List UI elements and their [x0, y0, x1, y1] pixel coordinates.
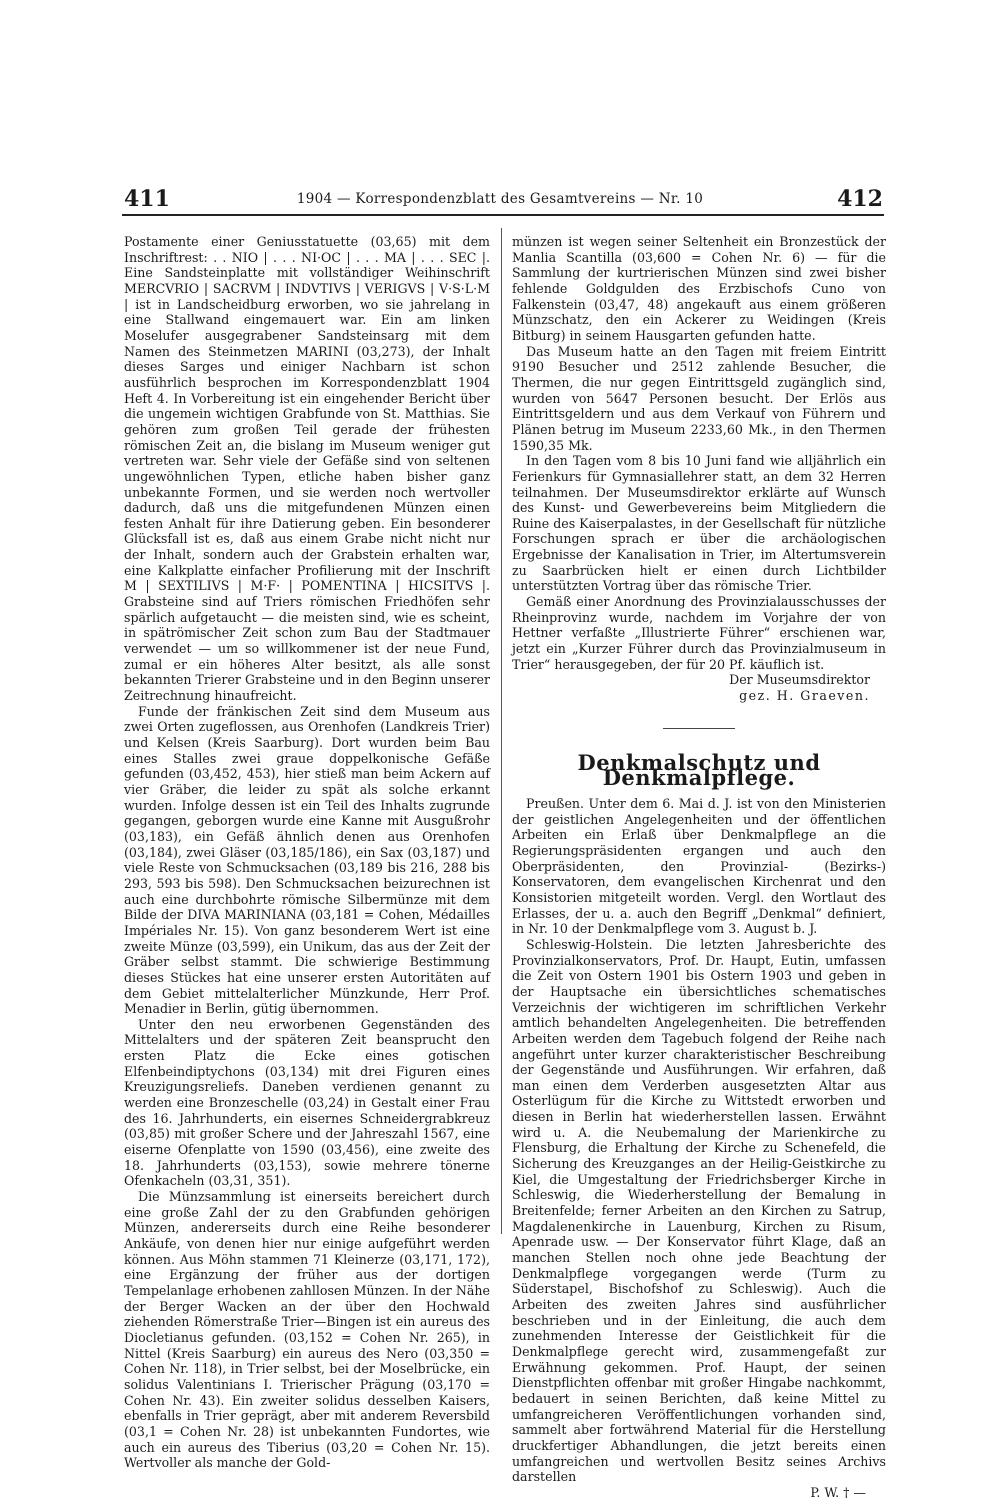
left-column: [124, 234, 490, 1471]
section-separator: [663, 728, 735, 729]
paragraph: In den Tagen vom 8 bis 10 Juni fand wie alljährlich ein Ferienkurs für Gymnasiallehrer statt, an dem 32 Herren teilnahmen. Der Museumsdirektor erklärte auf Wunsch des Kunst- und Gewerbevereins beim Mitgliedern die Ruine des Kaiserpalastes, in der Gesellschaft für nützliche Forschungen sprach er über die archäologischen Ergebnisse der Kanalisation in Trier, im Altertumsverein zu Saarbrücken hielt er einen durch Lichtbilder unterstützten Vortrag über das römische Trier.: [512, 453, 887, 594]
page-number-right: 412: [837, 186, 883, 212]
column-divider: [501, 228, 502, 1234]
signature-title: Der Museumsdirektor: [729, 672, 870, 688]
paragraph: Die Münzsammlung ist einerseits bereichert durch eine große Zahl der zu den Grabfunden gehörigen Münzen, andererseits durch eine Reihe besonderer Ankäufe, von denen hier nur einige aufgeführt werden können. Aus Möhn stammen 71 Kleinerze (03,171, 172), eine Ergänzung der früher aus der dortigen Tempelanlage erhobenen zahllosen Münzen. In der Nähe der Berger Wacken an der über den Hochwald ziehenden Römerstraße Trier—Bingen ist ein aureus des Diocletianus gefunden. (03,152 = Cohen Nr. 265), in Nittel (Kreis Saarburg) ein aureus des Nero (03,350 = Cohen Nr. 118), in Trier selbst, bei der Moselbrücke, ein solidus Valentinians I. Trierischer Prägung (03,170 = Cohen Nr. 43). Ein zweiter solidus desselben Kaisers, ebenfalls in Trier geprägt, aber mit anderem Reversbild (03,1 = Cohen Nr. 28) ist unbekannten Fundortes, wie auch ein aureus des Tiberius (03,20 = Cohen Nr. 15). Wertvoller als manche der Gold-: [124, 1189, 490, 1471]
paragraph: Unter den neu erworbenen Gegenständen des Mittelalters und der späteren Zeit beansprucht den ersten Platz die Ecke eines gotischen Elfenbeindiptychons (03,134) mit drei Figuren eines Kreuzigungsreliefs. Daneben verdienen genannt zu werden eine Bronzeschelle (03,24) in Gestalt einer Frau des 16. Jahrhunderts, ein eisernes Schneidergrabkreuz (03,85) mit großer Schere und der Jahreszahl 1567, eine eiserne Ofenplatte von 1590 (03,456), eine zweite des 18. Jahrhunderts (03,153), sowie mehrere tönerne Ofenkacheln (03,31, 351).: [124, 1016, 490, 1189]
header-rule: [122, 214, 884, 216]
right-column: [512, 234, 886, 1501]
paragraph: Postamente einer Geniusstatuette (03,65) mit dem Inschriftrest: . . NIO | . . . NI·OC | . . . MA | . . . SEC |. Eine Sandsteinplatte mit vollständiger Weihinschrift MERCVRIO | SACRVM | INDVTIVS | VERIGVS | V·S·L·M | ist in Landscheidburg erworben, wo sie jahrelang in eine Stallwand eingemauert war. Ein am linken Moselufer ausgegrabener Sandsteinsarg mit dem Namen des Steinmetzen MARINI (03,273), der Inhalt dieses Sarges und einiger Nachbarn ist schon ausführlich besprochen im Korrespondenzblatt 1904 Heft 4. In Vorbereitung ist ein eingehender Bericht über die ungemein wichtigen Grabfunde von St. Matthias. Sie gehören zum großen Teil gerade der frühesten römischen Zeit an, die bislang im Museum weniger gut vertreten war. Sehr viele der Gefäße sind von seltenen ungewöhnlichen Typen, etliche haben bisher ganz unbekannte Formen, und sie werden noch wertvoller dadurch, daß uns die mitgefundenen Münzen einen festen Anhalt für ihre Datierung geben. Ein besonderer Glücksfall ist es, daß aus einem Grabe nicht nicht nur der Inhalt, sondern auch der Grabstein erhalten war, eine Kalkplatte einfacher Profilierung mit der Inschrift M | SEXTILIVS | M·F· | POMENTINA | HICSITVS |. Grabsteine sind auf Triers römischen Friedhöfen sehr spärlich aufgetaucht — die meisten sind, wie es scheint, in spätrömischer Zeit schon zum Bau der Stadtmauer verwendet — um so willkommener ist der neue Fund, zumal er ein höheres Alter besitzt, als alle sonst bekannten Trierer Grabsteine und in den Beginn unserer Zeitrechnung hinaufreicht.: [124, 234, 490, 704]
paragraph: Gemäß einer Anordnung des Provinzialausschusses der Rheinprovinz wurde, nachdem im Vorjahre der von Hettner verfaßte „Illustrierte Führer“ erschienen war, jetzt ein „Kurzer Führer durch das Provinzialmuseum in Trier“ herausgegeben, der für 20 Pf. käuflich ist.: [512, 594, 886, 672]
section-title: Denkmalschutz und Denkmalpflege.: [577, 749, 821, 791]
signature-name: gez. H. Graeven.: [739, 688, 870, 704]
paragraph: Das Museum hatte an den Tagen mit freiem Eintritt 9190 Besucher und 2512 zahlende Besucher, die Thermen, die nur gegen Eintrittsgeld zugänglich sind, wurden von 5647 Personen besucht. Der Erlös aus Eintrittsgeldern und aus dem Verkauf von Führern und Plänen betrug im Museum 2233,60 Mk., in den Thermen 1590,35 Mk.: [512, 343, 886, 453]
author-signature: P. W. † —: [810, 1484, 866, 1500]
page-number-left: 411: [124, 186, 170, 212]
paragraph: Schleswig-Holstein. Die letzten Jahresberichte des Provinzialkonservators, Prof. Dr. Haupt, Eutin, umfassen die Zeit von Ostern 1901 bis Ostern 1903 und geben in der Hauptsache ein übersichtliches schematisches Verzeichnis der wichtigeren im schriftlichen Verkehr amtlich behandelten Angelegenheiten. Die betreffenden Arbeiten werden dem Tagebuch folgend der Reihe nach angeführt unter kurzer charakteristischer Beschreibung der Gegenstände und Ausführungen. Wir erfahren, daß man einen dem Verderben ausgesetzten Altar aus Osterlügum für die Kirche zu Wittstedt erworben und diesen in Berlin hat wiederherstellen lassen. Erwähnt wird u. A. die Neubemalung der Marienkirche zu Flensburg, die Erhaltung der Kirche zu Schenefeld, die Sicherung des Kreuzganges an der Heilig-Geistkirche zu Kiel, die Umgestaltung der Friedrichsberger Kirche in Schleswig, die Wiederherstellung der Bemalung in Breitenfelde; ferner Arbeiten an den Kirchen zu Satrup, Magdalenenkirche in Lauenburg, Kirchen zu Risum, Apenrade usw. — Der Konservator führt Klage, daß an manchen Stellen noch ohne jede Beachtung der Denkmalpflege vorgegangen werde (Turm zu Süderstapel, Bischofshof zu Schleswig). Auch die Arbeiten des zweiten Jahres sind ausführlicher beschrieben und in der Einleitung, die auch dem zunehmenden Interesse der Geistlichkeit für die Denkmalpflege gerecht wird, zusammengefaßt zur Erwähnung gekommen. Prof. Haupt, der seinen Dienstpflichten offenbar mit großer Hingabe nachkommt, bedauert in seinen Berichten, daß keine Mittel zu umfangreicheren Veröffentlichungen vorhanden sind, sammelt aber fortwährend Material für die Herstellung druckfertiger Abhandlungen, die jetzt bereits einen umfangreichen und wertvollen Besitz seines Archivs darstellen: [512, 936, 886, 1485]
paragraph: münzen ist wegen seiner Seltenheit ein Bronzestück der Manlia Scantilla (03,600 = Cohen Nr. 6) — für die Sammlung der kurtrierischen Münzen sind zwei bisher fehlende Goldgulden des Erzbischofs Cuno von Falkenstein (03,47, 48) angekauft aus einem größeren Münzschatz, den ein Ackerer zu Weidingen (Kreis Bitburg) in seinem Hausgarten gefunden hatte.: [512, 234, 886, 343]
paragraph: Funde der fränkischen Zeit sind dem Museum aus zwei Orten zugeflossen, aus Orenhofen (Landkreis Trier) und Kelsen (Kreis Saarburg). Dort wurden beim Bau eines Stalles zwei graue doppelkonische Gefäße gefunden (03,452, 453), hier stieß man beim Ackern auf vier Gräber, die leider zu spät als solche erkannt wurden. Infolge dessen ist ein Teil des Inhalts zugrunde gegangen, geborgen wurde eine Kanne mit Ausgußrohr (03,183), ein Gefäß ähnlich denen aus Orenhofen (03,184), zwei Gläser (03,185/186), ein Sax (03,187) und viele Reste von Schmucksachen (03,189 bis 216, 288 bis 293, 593 bis 598). Den Schmucksachen beizurechnen ist auch eine durchbohrte römische Silbermünze mit dem Bilde der DIVA MARINIANA (03,181 = Cohen, Médailles Impériales Nr. 15). Von ganz besonderem Wert ist eine zweite Münze (03,599), ein Unikum, das aus der Zeit der Gräber selbst stammt. Die schwierige Bestimmung dieses Stückes hat eine unserer ersten Autoritäten auf dem Gebiet mittelalterlicher Münzkunde, Herr Prof. Menadier in Berlin, gütig übernommen.: [124, 703, 490, 1017]
paragraph: Preußen. Unter dem 6. Mai d. J. ist von den Ministerien der geistlichen Angelegenheiten und der öffentlichen Arbeiten ein Erlaß über Denkmalpflege an die Regierungspräsidenten ergangen und auch den Oberpräsidenten, den Provinzial- (Bezirks-) Konservatoren, dem evangelischen Kirchenrat und den Konsistorien mitgeteilt worden. Vergl. den Wortlaut des Erlasses, der u. a. auch den Begriff „Denkmal“ definiert, in Nr. 10 der Denkmalpflege vom 3. August b. J.: [512, 796, 886, 937]
running-header: 1904 — Korrespondenzblatt des Gesamtvereins — Nr. 10: [296, 191, 704, 207]
